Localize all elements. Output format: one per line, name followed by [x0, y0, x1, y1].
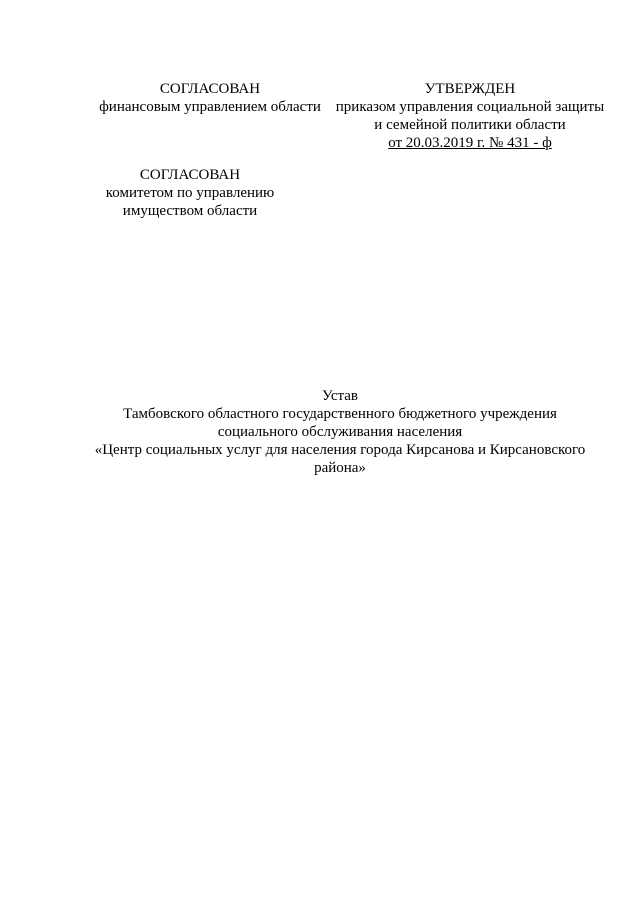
- approval-finance-block: [60, 80, 360, 116]
- charter-title: Устав: [322, 388, 358, 404]
- charter-line-3: «Центр социальных услуг для населения города Кирсанова и Кирсановского: [94, 442, 586, 458]
- approval-order-line-1: приказом управления социальной защиты: [335, 99, 605, 115]
- approval-order-reference: от 20.03.2019 г. № 431 - ф: [388, 135, 552, 151]
- approval-order-block: [325, 80, 615, 152]
- charter-line-1: Тамбовского областного государственного бюджетного учреждения: [123, 406, 557, 422]
- approval-property-line-2: имуществом области: [122, 203, 258, 219]
- approval-property-block: [60, 166, 320, 220]
- approval-finance-status: СОГЛАСОВАН: [159, 81, 261, 97]
- approval-order-status: УТВЕРЖДЕН: [424, 81, 516, 97]
- approval-finance-body: финансовым управлением области: [99, 99, 321, 115]
- charter-title-block: [60, 387, 620, 477]
- approval-property-line-1: комитетом по управлению: [105, 185, 275, 201]
- charter-line-4: района»: [314, 460, 366, 476]
- approval-property-status: СОГЛАСОВАН: [139, 167, 241, 183]
- approval-order-line-2: и семейной политики области: [374, 117, 566, 133]
- charter-line-2: социального обслуживания населения: [217, 424, 463, 440]
